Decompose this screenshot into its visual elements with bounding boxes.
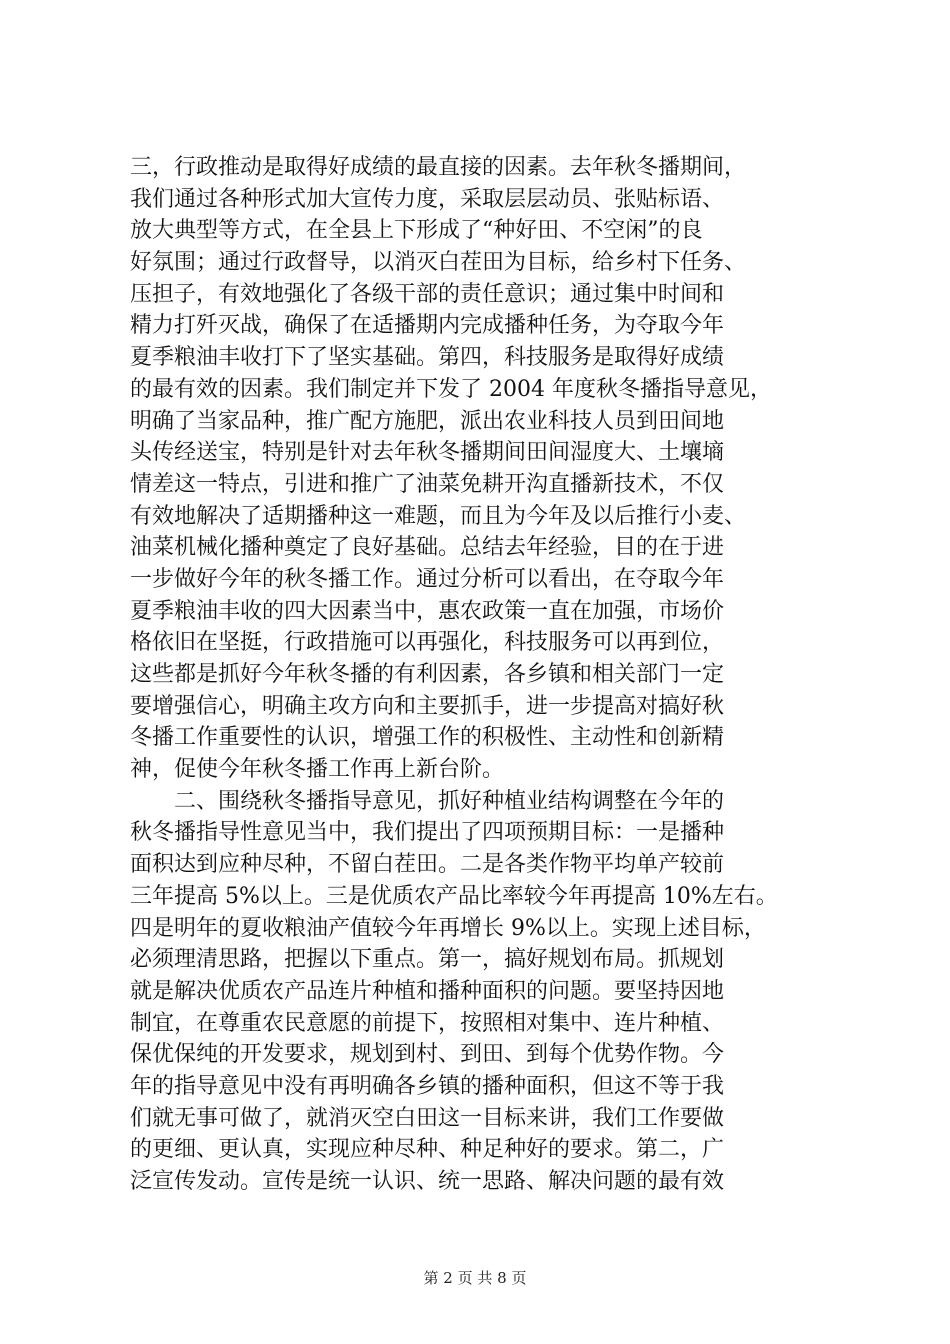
text-line: 我们通过各种形式加大宣传力度，采取层层动员、张贴标语、 bbox=[130, 186, 725, 212]
text-line: 们就无事可做了，就消灭空白田这一目标来讲，我们工作要做 bbox=[130, 1105, 725, 1131]
text-line: 的最有效的因素。我们制定并下发了 2004 年度秋冬播指导意见， bbox=[130, 376, 772, 402]
body-text bbox=[130, 152, 830, 1198]
text-line: 一步做好今年的秋冬播工作。通过分析可以看出，在夺取今年 bbox=[130, 566, 725, 592]
text-line: 精力打歼灭战，确保了在适播期内完成播种任务，为夺取今年 bbox=[130, 313, 725, 339]
text-line: 保优保纯的开发要求，规划到村、到田、到每个优势作物。今 bbox=[130, 1042, 725, 1068]
text-line: 的更细、更认真，实现应种尽种、种足种好的要求。第二，广 bbox=[130, 1137, 725, 1163]
text-line: 放大典型等方式，在全县上下形成了“种好田、不空闲”的良 bbox=[130, 218, 703, 244]
text-line: 四是明年的夏收粮油产值较今年再增长 9%以上。实现上述目标， bbox=[130, 915, 766, 941]
text-line: 面积达到应种尽种，不留白茬田。二是各类作物平均单产较前 bbox=[130, 852, 725, 878]
text-line: 冬播工作重要性的认识，增强工作的积极性、主动性和创新精 bbox=[130, 725, 725, 751]
text-line: 情差这一特点，引进和推广了油菜免耕开沟直播新技术，不仅 bbox=[130, 471, 725, 497]
text-line: 三，行政推动是取得好成绩的最直接的因素。去年秋冬播期间， bbox=[130, 155, 747, 180]
text-line: 夏季粮油丰收打下了坚实基础。第四，科技服务是取得好成绩 bbox=[130, 345, 725, 371]
text-line: 年的指导意见中没有再明确各乡镇的播种面积，但这不等于我 bbox=[130, 1073, 725, 1099]
text-line: 二、围绕秋冬播指导意见，抓好种植业结构调整在今年的 bbox=[130, 788, 725, 814]
text-line: 制宜，在尊重农民意愿的前提下，按照相对集中、连片种植、 bbox=[130, 1010, 725, 1036]
text-line: 头传经送宝，特别是针对去年秋冬播期间田间湿度大、土壤墒 bbox=[130, 440, 725, 466]
paragraph-2 bbox=[130, 786, 830, 1198]
text-line: 好氛围；通过行政督导，以消灭白茬田为目标，给乡村下任务、 bbox=[130, 250, 747, 276]
text-line: 就是解决优质农产品连片种植和播种面积的问题。要坚持因地 bbox=[130, 978, 725, 1004]
text-line: 油菜机械化播种奠定了良好基础。总结去年经验，目的在于进 bbox=[130, 535, 725, 561]
page-number-label: 第 2 页 共 8 页 bbox=[423, 1269, 527, 1287]
text-line: 神，促使今年秋冬播工作再上新台阶。 bbox=[130, 757, 505, 783]
text-line: 明确了当家品种，推广配方施肥，派出农业科技人员到田间地 bbox=[130, 408, 725, 434]
text-line: 秋冬播指导性意见当中，我们提出了四项预期目标：一是播种 bbox=[130, 820, 725, 846]
paragraph-1 bbox=[130, 152, 830, 786]
text-line: 这些都是抓好今年秋冬播的有利因素，各乡镇和相关部门一定 bbox=[130, 662, 725, 687]
text-line: 必须理清思路，把握以下重点。第一，搞好规划布局。抓规划 bbox=[130, 947, 725, 973]
text-line: 泛宣传发动。宣传是统一认识、统一思路、解决问题的最有效 bbox=[130, 1169, 725, 1194]
page-footer bbox=[0, 1267, 950, 1288]
text-line: 有效地解决了适期播种这一难题，而且为今年及以后推行小麦、 bbox=[130, 503, 747, 529]
text-line: 要增强信心，明确主攻方向和主要抓手，进一步提高对搞好秋 bbox=[130, 693, 725, 719]
text-line: 格依旧在坚挺，行政措施可以再强化，科技服务可以再到位， bbox=[130, 630, 725, 656]
text-line: 夏季粮油丰收的四大因素当中，惠农政策一直在加强，市场价 bbox=[130, 598, 725, 624]
text-line: 压担子，有效地强化了各级干部的责任意识；通过集中时间和 bbox=[130, 281, 725, 307]
text-line: 三年提高 5%以上。三是优质农产品比率较今年再提高 10%左右。 bbox=[130, 883, 778, 909]
